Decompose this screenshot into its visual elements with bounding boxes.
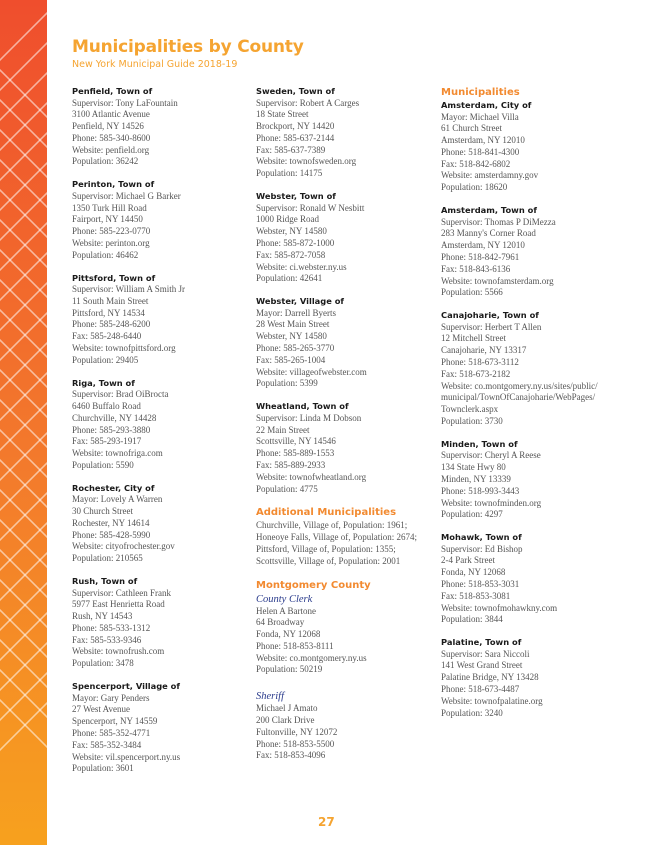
county-officials [256,593,436,763]
website-link[interactable]: Website: vil.spencerport.ny.us [72,751,181,762]
municipality-entry [256,401,436,495]
entry-detail-line: Amsterdam, NY 12010 [441,240,525,251]
website-link[interactable]: Website: villageofwebster.com [256,366,367,377]
entry-detail-line: Fax: 518-842-6802 [441,158,511,169]
entry-detail-line: Fax: 585-352-3484 [72,739,142,750]
website-link[interactable]: municipal/TownOfCanajoharie/WebPages/ [441,392,596,403]
official-detail-line: Phone: 518-853-5500 [256,738,335,749]
entry-detail-line: Rochester, NY 14614 [72,517,150,528]
website-link[interactable]: Website: townofsweden.org [256,156,357,167]
municipality-name: Webster, Village of [256,296,345,307]
entry-detail-line: Fonda, NY 12068 [441,567,506,578]
entry-detail-line: 18 State Street [256,109,309,120]
entry-detail-line: Population: 36242 [72,156,139,167]
entry-detail-line: Canajoharie, NY 13317 [441,345,527,356]
municipality-entry [72,378,252,472]
entry-detail-line: Population: 5399 [256,378,318,389]
page-number: 27 [318,815,335,829]
official-detail-line: 64 Broadway [256,617,305,628]
municipality-entry [72,483,252,565]
entry-detail-line: Population: 3601 [72,763,134,774]
municipality-name: Mohawk, Town of [441,532,522,543]
municipality-entry [256,86,436,180]
entry-detail-line: Supervisor: Cathleen Frank [72,587,171,598]
website-link[interactable]: Website: penfield.org [72,144,150,155]
entry-detail-line: Supervisor: Ronald W Nesbitt [256,202,365,213]
entry-detail-line: 11 South Main Street [72,295,149,306]
website-link[interactable]: Website: cityofrochester.gov [72,541,175,552]
entry-detail-line: Population: 3730 [441,416,503,427]
column-1 [72,86,252,786]
municipality-entry [72,86,252,168]
entry-detail-line: Fax: 585-872-7058 [256,249,326,260]
municipality-name: Perinton, Town of [72,179,155,190]
municipality-name: Minden, Town of [441,438,518,449]
entry-detail-line: Population: 3478 [72,658,134,669]
entry-detail-line: Scottsville, NY 14546 [256,436,336,447]
entry-detail-line: 22 Main Street [256,424,310,435]
entry-detail-line: Population: 3240 [441,707,503,718]
entry-detail-line: Palatine Bridge, NY 13428 [441,672,539,683]
website-link[interactable]: Website: townofrush.com [72,646,165,657]
entry-detail-line: Supervisor: Tony LaFountain [72,97,178,108]
additional-municipalities-heading: Additional Municipalities [256,507,397,519]
entry-detail-line: Webster, NY 14580 [256,226,327,237]
official-detail-line: Population: 50219 [256,664,323,675]
entry-detail-line: 12 Mitchell Street [441,333,506,344]
entry-detail-line: Webster, NY 14580 [256,331,327,342]
municipalities-heading: Municipalities [441,87,520,98]
page-header [72,36,304,71]
entry-detail-line: Rush, NY 14543 [72,611,133,622]
entry-detail-line: Fax: 518-673-2182 [441,368,511,379]
entry-detail-line: Supervisor: Linda M Dobson [256,412,362,423]
entry-detail-line: Phone: 518-993-3443 [441,485,520,496]
entry-detail-line: Mayor: Gary Penders [72,692,150,703]
official-detail-line: Fonda, NY 12068 [256,629,321,640]
entry-detail-line: Population: 210565 [72,553,143,564]
municipality-name: Riga, Town of [72,377,135,388]
municipality-entry [441,205,646,299]
municipality-name: Sweden, Town of [256,86,335,96]
website-link[interactable]: Website: townofamsterdam.org [441,275,554,286]
entry-detail-line: Fax: 585-889-2933 [256,459,326,470]
official-detail-line: Michael J Amato [256,703,318,714]
entry-detail-line: 283 Manny's Corner Road [441,228,536,239]
municipality-entry [441,637,646,719]
municipality-entry [72,179,252,261]
municipality-entry [256,296,436,390]
entry-detail-line: Fax: 585-637-7389 [256,144,326,155]
entry-detail-line: Phone: 585-293-3880 [72,424,151,435]
website-link[interactable]: Website: townofpittsford.org [72,343,176,354]
entry-detail-line: Population: 4297 [441,509,503,520]
municipality-name: Spencerport, Village of [72,681,180,692]
entry-detail-line: Supervisor: William A Smith Jr [72,284,185,295]
entry-detail-line: Supervisor: Sara Niccoli [441,648,530,659]
county-official-entry [256,593,436,677]
additional-municipalities [256,506,432,567]
entry-detail-line: Phone: 585-533-1312 [72,622,151,633]
column-2-entries [256,86,436,495]
entry-detail-line: Phone: 585-248-6200 [72,319,151,330]
entry-detail-line: 141 West Grand Street [441,660,523,671]
official-detail-line: Fultonville, NY 12072 [256,726,338,737]
entry-detail-line: 27 West Avenue [72,704,130,715]
entry-detail-line: Phone: 585-265-3770 [256,343,335,354]
municipality-entry [441,100,646,194]
entry-detail-line: Phone: 585-352-4771 [72,727,151,738]
entry-detail-line: Population: 42641 [256,273,323,284]
entry-detail-line: Fax: 585-293-1917 [72,436,142,447]
column-3-entries [441,100,646,719]
municipality-name: Canajoharie, Town of [441,310,539,321]
entry-detail-line: Population: 3844 [441,614,503,625]
entry-detail-line: Population: 5566 [441,287,503,298]
entry-detail-line: Pittsford, NY 14534 [72,307,145,318]
decorative-sidebar [0,0,47,845]
entry-detail-line: Supervisor: Michael G Barker [72,190,181,201]
entry-detail-line: Population: 5590 [72,459,134,470]
page-subtitle: New York Municipal Guide 2018-19 [72,59,238,70]
entry-detail-line: Churchville, NY 14428 [72,412,157,423]
official-detail-line: Helen A Bartone [256,605,316,616]
official-title: County Clerk [256,593,313,605]
entry-detail-line: Phone: 585-428-5990 [72,529,151,540]
entry-detail-line: Brockport, NY 14420 [256,121,335,132]
entry-detail-line: Supervisor: Robert A Carges [256,97,360,108]
additional-municipalities-text: Churchville, Village of, Population: 1961; Honeoye Falls, Village of, Population: 2674; Pittsford, Village of, Population: 1355; Scottsville, Village of, Population: 2001 [256,520,418,566]
municipality-entry [72,273,252,367]
entry-detail-line: 6460 Buffalo Road [72,400,141,411]
entry-detail-line: Spencerport, NY 14559 [72,716,158,727]
entry-detail-line: Population: 18620 [441,182,508,193]
website-link[interactable]: Website: townofpalatine.org [441,695,543,706]
entry-detail-line: Supervisor: Ed Bishop [441,543,523,554]
entry-detail-line: 2-4 Park Street [441,555,495,566]
municipality-name: Rochester, City of [72,482,155,493]
municipality-entry [441,532,646,626]
website-link[interactable]: Website: amsterdamny.gov [441,170,539,181]
entry-detail-line: 1350 Turk Hill Road [72,202,147,213]
entry-detail-line: Townclerk.aspx [441,404,499,415]
official-detail-line: Fax: 518-853-4096 [256,750,326,761]
entry-detail-line: Amsterdam, NY 12010 [441,135,525,146]
website-link[interactable]: Website: townofmohawkny.com [441,602,558,613]
municipality-name: Webster, Town of [256,191,336,202]
entry-detail-line: 61 Church Street [441,123,502,134]
entry-detail-line: Penfield, NY 14526 [72,121,144,132]
entry-detail-line: Fairport, NY 14450 [72,214,143,225]
entry-detail-line: 5977 East Henrietta Road [72,599,165,610]
municipality-entry [441,439,646,521]
entry-detail-line: Phone: 518-673-3112 [441,357,519,368]
municipality-name: Palatine, Town of [441,637,522,648]
municipality-name: Wheatland, Town of [256,401,349,412]
entry-detail-line: Population: 14175 [256,168,323,179]
website-link[interactable]: Website: perinton.org [72,237,150,248]
website-link[interactable]: Website: co.montgomery.ny.us [256,652,367,663]
column-3 [441,86,646,730]
entry-detail-line: Population: 29405 [72,354,139,365]
entry-detail-line: Phone: 518-842-7961 [441,251,520,262]
entry-detail-line: Fax: 585-248-6440 [72,331,142,342]
county-official-entry [256,690,436,762]
entry-detail-line: Supervisor: Cheryl A Reese [441,450,541,461]
entry-detail-line: Phone: 518-673-4487 [441,684,520,695]
entry-detail-line: Phone: 585-340-8600 [72,132,151,143]
entry-detail-line: Mayor: Darrell Byerts [256,307,336,318]
entry-detail-line: 1000 Ridge Road [256,214,319,225]
website-link[interactable]: Website: co.montgomery.ny.us/sites/public/ [441,380,598,391]
entry-detail-line: 28 West Main Street [256,319,330,330]
column-2 [256,86,436,776]
lattice-pattern [0,0,47,845]
entry-detail-line: Minden, NY 13339 [441,473,511,484]
municipality-entry [441,310,646,428]
entry-detail-line: Mayor: Lovely A Warren [72,494,163,505]
official-detail-line: Phone: 518-853-8111 [256,640,334,651]
entry-detail-line: Supervisor: Thomas P DiMezza [441,216,556,227]
entry-detail-line: Fax: 518-843-6136 [441,263,511,274]
entry-detail-line: Fax: 518-853-3081 [441,590,511,601]
municipality-entry [72,681,252,775]
entry-detail-line: Population: 4775 [256,483,318,494]
municipality-entry [72,576,252,670]
website-link[interactable]: Website: townofwheatland.org [256,471,367,482]
entry-detail-line: Mayor: Michael Villa [441,111,519,122]
entry-detail-line: Supervisor: Brad OiBrocta [72,389,169,400]
municipality-name: Amsterdam, City of [441,100,532,110]
entry-detail-line: Population: 46462 [72,249,139,260]
website-link[interactable]: Website: townofminden.org [441,497,542,508]
county-section [256,579,436,763]
county-heading: Montgomery County [256,579,371,591]
page-title: Municipalities by County [72,37,304,57]
entry-detail-line: Phone: 585-872-1000 [256,237,335,248]
entry-detail-line: Phone: 585-889-1553 [256,448,335,459]
municipality-name: Amsterdam, Town of [441,205,537,216]
entry-detail-line: 134 State Hwy 80 [441,462,506,473]
entry-detail-line: Supervisor: Herbert T Allen [441,321,542,332]
entry-detail-line: Fax: 585-265-1004 [256,354,326,365]
entry-detail-line: 30 Church Street [72,506,133,517]
municipality-entry [256,191,436,285]
website-link[interactable]: Website: ci.webster.ny.us [256,261,347,272]
entry-detail-line: Fax: 585-533-9346 [72,634,142,645]
municipality-name: Rush, Town of [72,576,138,586]
official-detail-line: 200 Clark Drive [256,715,315,726]
entry-detail-line: Phone: 585-637-2144 [256,132,335,143]
municipality-name: Pittsford, Town of [72,272,156,283]
entry-detail-line: 3100 Atlantic Avenue [72,109,150,120]
entry-detail-line: Phone: 585-223-0770 [72,226,151,237]
website-link[interactable]: Website: townofriga.com [72,448,163,459]
entry-detail-line: Phone: 518-841-4300 [441,146,520,157]
entry-detail-line: Phone: 518-853-3031 [441,579,520,589]
official-title: Sheriff [256,691,284,703]
municipality-name: Penfield, Town of [72,86,153,96]
